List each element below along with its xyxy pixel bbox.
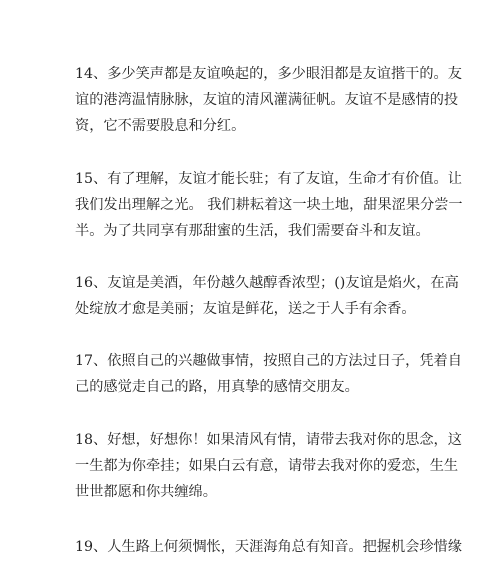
entry-16-line-1: 16、友谊是美酒，年份越久越醇香浓型；()友谊是焰火，在高 [75,275,459,291]
entry-17 [75,348,462,400]
entry-15-line-3: 半。为了共同享有那甜蜜的生活，我们需要奋斗和友谊。 [75,223,430,239]
entry-18-line-2: 一生都为你牵挂；如果白云有意，请带去我对你的爱恋，生生 [75,458,459,474]
entry-16-line-2: 处绽放才愈是美丽；友谊是鲜花，送之于人手有余香。 [75,301,416,317]
entry-19-line-1: 19、人生路上何须惆怅，天涯海角总有知音。把握机会珍惜缘 [75,539,462,555]
entry-18-line-1: 18、好想，好想你！如果清风有情，请带去我对你的思念，这 [75,432,462,448]
entry-15-line-1: 15、有了理解，友谊才能长驻；有了友谊，生命才有价值。让 [75,171,462,187]
entry-15 [75,166,463,244]
entry-14-line-2: 谊的港湾温情脉脉，友谊的清风灌满征帆。友谊不是感情的投 [75,92,459,108]
entry-15-line-2: 我们发出理解之光。 我们耕耘着这一块土地，甜果涩果分尝一 [75,197,463,213]
entry-16 [75,270,459,322]
entry-14-line-3: 资，它不需要股息和分红。 [75,118,246,134]
entry-17-line-1: 17、依照自己的兴趣做事情，按照自己的方法过日子，凭着自 [75,353,462,369]
entry-18 [75,427,462,505]
entry-14-line-1: 14、多少笑声都是友谊唤起的，多少眼泪都是友谊揩干的。友 [75,66,462,82]
entry-17-line-2: 己的感觉走自己的路，用真挚的感情交朋友。 [75,379,359,395]
entry-19 [75,534,462,560]
entry-18-line-3: 世世都愿和你共缠绵。 [75,484,217,500]
entry-14 [75,61,462,139]
